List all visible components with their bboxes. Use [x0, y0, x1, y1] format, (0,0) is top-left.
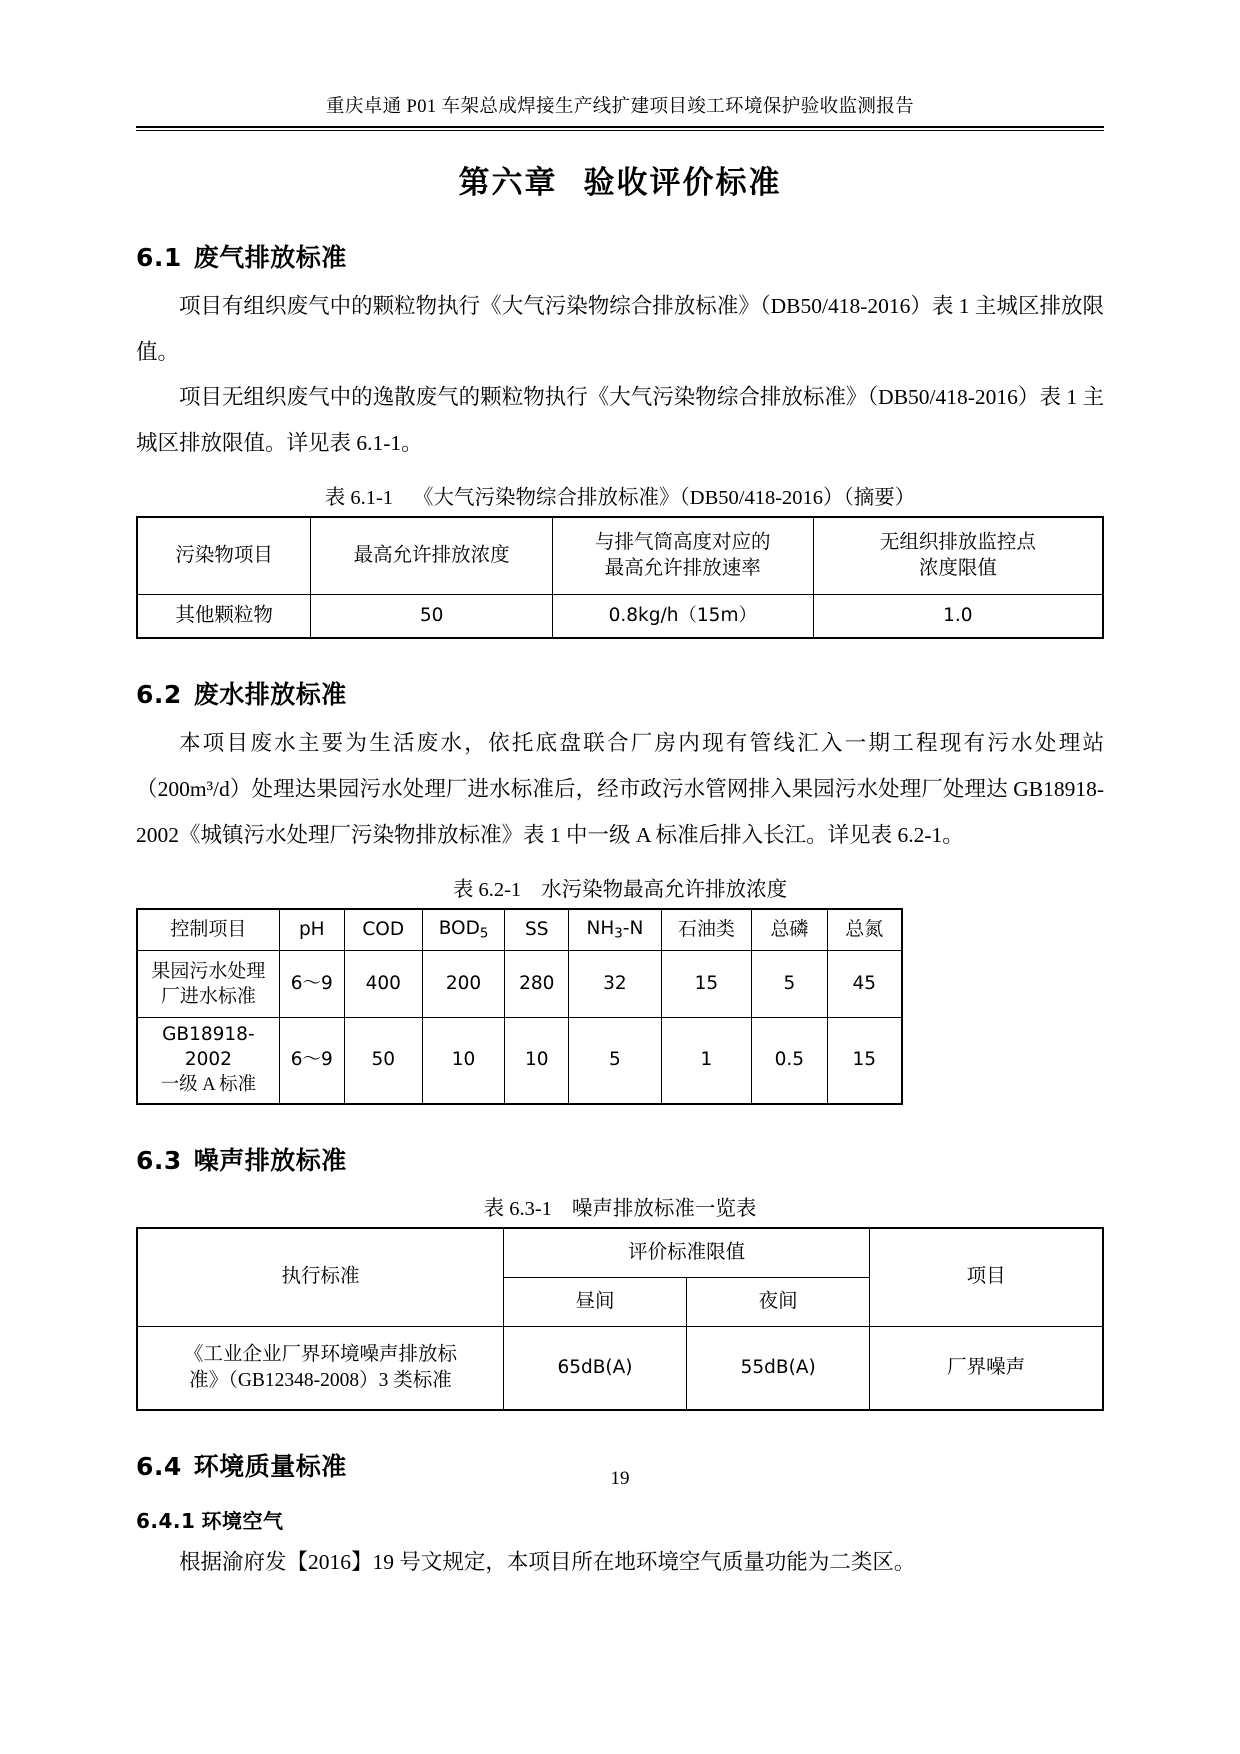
- heading-6-4-1-title: 环境空气: [201, 1509, 284, 1534]
- table-noise-emission-standard: [136, 1227, 1104, 1411]
- table-62-row1-ss: 280: [505, 951, 569, 1018]
- table-62-header-ss: SS: [505, 909, 569, 951]
- table-62-row1-bod5: 200: [422, 951, 505, 1018]
- heading-6-1: [136, 238, 1104, 274]
- heading-6-3-title: 噪声排放标准: [193, 1146, 347, 1176]
- table-61-caption-text: 《大气污染物综合排放标准》（DB50/418-2016）（摘要）: [413, 487, 916, 510]
- table-row: [137, 1327, 1103, 1411]
- table-row: [137, 595, 1103, 639]
- page-content: [136, 0, 1104, 1586]
- table-62-row2-tp: 0.5: [752, 1018, 827, 1104]
- table-61-caption-label: 表 6.1-1: [324, 487, 394, 510]
- table-63-row1-day: 65dB(A): [503, 1327, 686, 1411]
- table-63-caption-text: 噪声排放标准一览表: [571, 1198, 757, 1221]
- table-61-cell-concentration: 50: [311, 595, 553, 639]
- table-62-row2-label-line1: GB18918-2002: [162, 1024, 255, 1071]
- heading-6-4-1-number: 6.4.1: [136, 1509, 196, 1534]
- table-62-row1-ph: 6～9: [279, 951, 344, 1018]
- table-63-header-standard: 执行标准: [137, 1228, 503, 1327]
- table-63-caption: [136, 1191, 1104, 1221]
- table-63-row1-standard-line1: 《工业企业厂界环境噪声排放标: [183, 1343, 457, 1365]
- running-header: 重庆卓通 P01 车架总成焊接生产线扩建项目竣工环境保护验收监测报告: [325, 97, 915, 117]
- table-62-row2-oil: 1: [661, 1018, 751, 1104]
- chapter-name: 验收评价标准: [583, 165, 782, 202]
- table-62-header-control-item: 控制项目: [137, 909, 279, 951]
- table-62-row2-tn: 15: [827, 1018, 902, 1104]
- heading-6-2-title: 废水排放标准: [193, 680, 347, 710]
- table-62-row1-cod: 400: [344, 951, 422, 1018]
- table-63-header-day: 昼间: [503, 1278, 686, 1327]
- heading-6-4-title: 环境质量标准: [193, 1452, 347, 1482]
- table-63-row1-project: 厂界噪声: [870, 1327, 1103, 1411]
- heading-6-4-1: [136, 1505, 1104, 1534]
- heading-6-1-title: 废气排放标准: [193, 243, 347, 273]
- table-63-header-limit-group: 评价标准限值: [503, 1228, 869, 1278]
- table-62-row2-label-line2: 一级 A 标准: [160, 1075, 257, 1096]
- chapter-title: [136, 157, 1104, 202]
- heading-6-2: [136, 675, 1104, 711]
- heading-6-1-number: 6.1: [136, 243, 182, 273]
- table-62-header-tp: 总磷: [752, 909, 827, 951]
- table-62-row2-cod: 50: [344, 1018, 422, 1104]
- heading-6-2-number: 6.2: [136, 680, 182, 710]
- table-62-row2-nh3n: 5: [569, 1018, 662, 1104]
- table-62-row1-label: [137, 951, 279, 1018]
- table-62-row1-tp: 5: [752, 951, 827, 1018]
- table-63-caption-label: 表 6.3-1: [483, 1198, 552, 1221]
- table-62-row2-label: [137, 1018, 279, 1104]
- table-61-header-max-rate-line2: 最高允许排放速率: [604, 558, 761, 580]
- table-63-header-project: 项目: [870, 1228, 1103, 1327]
- header-divider: [136, 126, 1104, 131]
- table-61-cell-fugitive: 1.0: [813, 595, 1103, 639]
- table-row: [137, 517, 1103, 595]
- table-61-header-pollutant: 污染物项目: [137, 517, 311, 595]
- heading-6-3-number: 6.3: [136, 1146, 182, 1176]
- table-row: [137, 909, 902, 951]
- table-row: [137, 951, 902, 1018]
- table-63-header-night: 夜间: [687, 1278, 870, 1327]
- table-62-header-bod5: $BOD_5$: [422, 909, 505, 951]
- table-62-header-cod: COD: [344, 909, 422, 951]
- paragraph-6-1-1: 项目有组织废气中的颗粒物执行《大气污染物综合排放标准》（DB50/418-2016）表 1 主城区排放限值。: [136, 294, 1104, 364]
- heading-6-4-number: 6.4: [136, 1452, 182, 1482]
- table-62-header-oil: 石油类: [661, 909, 751, 951]
- chapter-number: 第六章: [458, 165, 558, 202]
- table-61-header-max-concentration: 最高允许排放浓度: [311, 517, 553, 595]
- table-62-row2-ss: 10: [505, 1018, 569, 1104]
- table-62-caption-label: 表 6.2-1: [452, 879, 522, 902]
- table-water-pollutant-limits: [136, 908, 903, 1105]
- paragraph-6-2-1: 本项目废水主要为生活废水，依托底盘联合厂房内现有管线汇入一期工程现有污水处理站（200m³/d）处理达果园污水处理厂进水标准后，经市政污水管网排入果园污水处理厂处理达 GB18918-2002《城镇污水处理厂污染物排放标准》表 1 中一级 A 标准后排入长江。详见表 6.2-1。: [136, 731, 1104, 847]
- page-number: 19: [610, 1468, 630, 1489]
- table-61-cell-rate: 0.8kg/h（15m）: [552, 595, 813, 639]
- paragraph-6-1-2: 项目无组织废气中的逸散废气的颗粒物执行《大气污染物综合排放标准》（DB50/418-2016）表 1 主城区排放限值。详见表 6.1-1。: [136, 385, 1104, 455]
- table-row: [137, 1228, 1103, 1278]
- table-61-header-fugitive-limit-line1: 无组织排放监控点: [879, 532, 1036, 554]
- table-62-header-ph: pH: [279, 909, 344, 951]
- table-62-row2-ph: 6～9: [279, 1018, 344, 1104]
- table-61-cell-pollutant: 其他颗粒物: [137, 595, 311, 639]
- table-61-header-fugitive-limit: [813, 517, 1103, 595]
- table-62-row1-nh3n: 32: [569, 951, 662, 1018]
- table-62-caption: [136, 872, 1104, 902]
- table-62-header-nh3n: $NH_3-N$: [569, 909, 662, 951]
- table-61-header-fugitive-limit-line2: 浓度限值: [918, 558, 997, 580]
- table-62-header-tn: 总氮: [827, 909, 902, 951]
- table-62-caption-text: 水污染物最高允许排放浓度: [541, 879, 788, 902]
- table-63-row1-standard: [137, 1327, 503, 1411]
- paragraph-6-4-1-1: 根据渝府发【2016】19 号文规定，本项目所在地环境空气质量功能为二类区。: [179, 1550, 916, 1575]
- table-62-row1-label-line1: 果园污水处理: [151, 960, 266, 982]
- heading-6-3: [136, 1141, 1104, 1177]
- table-air-emission-standard: [136, 516, 1104, 639]
- table-62-row1-oil: 15: [661, 951, 751, 1018]
- table-row: [137, 1018, 902, 1104]
- table-61-header-max-rate: [552, 517, 813, 595]
- table-62-row2-bod5: 10: [422, 1018, 505, 1104]
- table-62-row1-label-line2: 厂进水标准: [160, 986, 256, 1008]
- table-61-caption: [136, 480, 1104, 510]
- table-63-row1-night: 55dB(A): [687, 1327, 870, 1411]
- table-62-row1-tn: 45: [827, 951, 902, 1018]
- table-63-row1-standard-line2: 准》（GB12348-2008）3 类标准: [189, 1370, 452, 1392]
- table-61-header-max-rate-line1: 与排气筒高度对应的: [595, 532, 771, 554]
